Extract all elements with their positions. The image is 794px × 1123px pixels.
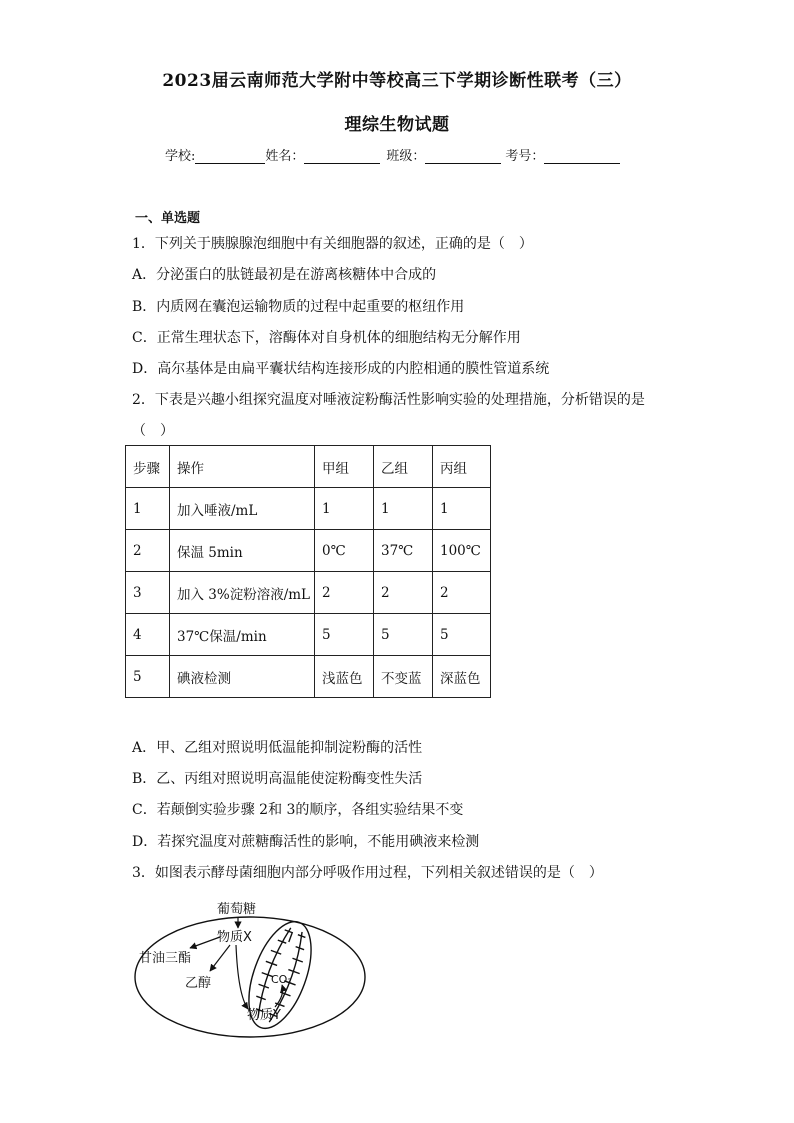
question-2-option-a: A．甲、乙组对照说明低温能抑制淀粉酶的活性 bbox=[132, 740, 423, 756]
ethanol-label: 乙醇 bbox=[185, 976, 212, 991]
number-label: 考号： bbox=[505, 149, 545, 164]
school-blank bbox=[195, 149, 265, 164]
table-header-cell: 甲组 bbox=[315, 446, 374, 488]
table-cell: 浅蓝色 bbox=[315, 656, 374, 698]
table-cell: 加入 3%淀粉溶液/mL bbox=[170, 572, 315, 614]
table-cell: 0℃ bbox=[315, 530, 374, 572]
table-header-cell: 步骤 bbox=[126, 446, 170, 488]
table-cell: 5 bbox=[374, 614, 433, 656]
table-cell: 37℃保温/min bbox=[170, 614, 315, 656]
question-2-option-c: C．若颠倒实验步骤 2和 3的顺序，各组实验结果不变 bbox=[132, 802, 464, 818]
table-cell: 5 bbox=[433, 614, 491, 656]
question-1-option-d: D．高尔基体是由扁平囊状结构连接形成的内腔相通的膜性管道系统 bbox=[132, 361, 550, 377]
question-2-stem-bracket: （ ） bbox=[132, 423, 174, 439]
table-header-row bbox=[126, 446, 491, 488]
school-label: 学校: bbox=[165, 149, 196, 164]
arrow-x-to-ethanol bbox=[210, 945, 230, 971]
table-cell: 2 bbox=[126, 530, 170, 572]
table-cell: 1 bbox=[374, 488, 433, 530]
table-cell: 5 bbox=[315, 614, 374, 656]
table-cell: 2 bbox=[433, 572, 491, 614]
table-header-cell: 操作 bbox=[170, 446, 315, 488]
exam-title: 2023届云南师范大学附中等校高三下学期诊断性联考（三） bbox=[162, 71, 632, 91]
class-label: 班级： bbox=[386, 149, 426, 164]
table-row bbox=[126, 530, 491, 572]
table-cell: 深蓝色 bbox=[433, 656, 491, 698]
table-cell: 1 bbox=[126, 488, 170, 530]
question-2-stem: 2．下表是兴趣小组探究温度对唾液淀粉酶活性影响实验的处理措施，分析错误的是 bbox=[132, 392, 645, 408]
glycerol-label: 甘油三酯 bbox=[139, 951, 192, 966]
table-row bbox=[126, 572, 491, 614]
exam-subtitle: 理综生物试题 bbox=[344, 115, 450, 135]
substance-x-label: 物质X bbox=[217, 930, 252, 945]
table-cell: 2 bbox=[374, 572, 433, 614]
table-cell: 4 bbox=[126, 614, 170, 656]
question-1-option-c: C．正常生理状态下，溶酶体对自身机体的细胞结构无分解作用 bbox=[132, 330, 521, 346]
table-row bbox=[126, 656, 491, 698]
question-1-stem: 1．下列关于胰腺腺泡细胞中有关细胞器的叙述，正确的是（ ） bbox=[132, 236, 533, 252]
section-heading: 一、单选题 bbox=[135, 211, 201, 226]
arrow-x-to-glycerol bbox=[190, 937, 220, 948]
table-cell: 1 bbox=[433, 488, 491, 530]
table-cell: 1 bbox=[315, 488, 374, 530]
table-cell: 100℃ bbox=[433, 530, 491, 572]
table-cell: 碘液检测 bbox=[170, 656, 315, 698]
table-cell: 5 bbox=[126, 656, 170, 698]
table-cell: 2 bbox=[315, 572, 374, 614]
student-info-line bbox=[165, 145, 620, 164]
name-blank bbox=[304, 149, 380, 164]
co2-label: CO₂ bbox=[271, 973, 292, 986]
table-header-cell: 丙组 bbox=[433, 446, 491, 488]
question-2-option-b: B．乙、丙组对照说明高温能使淀粉酶变性失活 bbox=[132, 771, 423, 787]
question-1-option-a: A．分泌蛋白的肽链最初是在游离核糖体中合成的 bbox=[132, 267, 437, 283]
table-row bbox=[126, 488, 491, 530]
question-2-option-d: D．若探究温度对蔗糖酶活性的影响，不能用碘液来检测 bbox=[132, 834, 480, 850]
yeast-respiration-diagram bbox=[130, 895, 370, 1040]
arrow-x-to-y bbox=[236, 945, 248, 1009]
question-1-option-b: B．内质网在囊泡运输物质的过程中起重要的枢纽作用 bbox=[132, 299, 465, 315]
table-cell: 不变蓝 bbox=[374, 656, 433, 698]
table-cell: 加入唾液/mL bbox=[170, 488, 315, 530]
question-3-stem: 3．如图表示酵母菌细胞内部分呼吸作用过程，下列相关叙述错误的是（ ） bbox=[132, 865, 603, 881]
substance-y-label: 物质Y bbox=[247, 1008, 281, 1023]
name-label: 姓名： bbox=[265, 149, 305, 164]
class-blank bbox=[425, 149, 501, 164]
number-blank bbox=[544, 149, 620, 164]
table-header-cell: 乙组 bbox=[374, 446, 433, 488]
glucose-label: 葡萄糖 bbox=[217, 902, 257, 917]
table-cell: 保温 5min bbox=[170, 530, 315, 572]
experiment-table bbox=[125, 445, 491, 698]
table-cell: 37℃ bbox=[374, 530, 433, 572]
table-cell: 3 bbox=[126, 572, 170, 614]
table-row bbox=[126, 614, 491, 656]
